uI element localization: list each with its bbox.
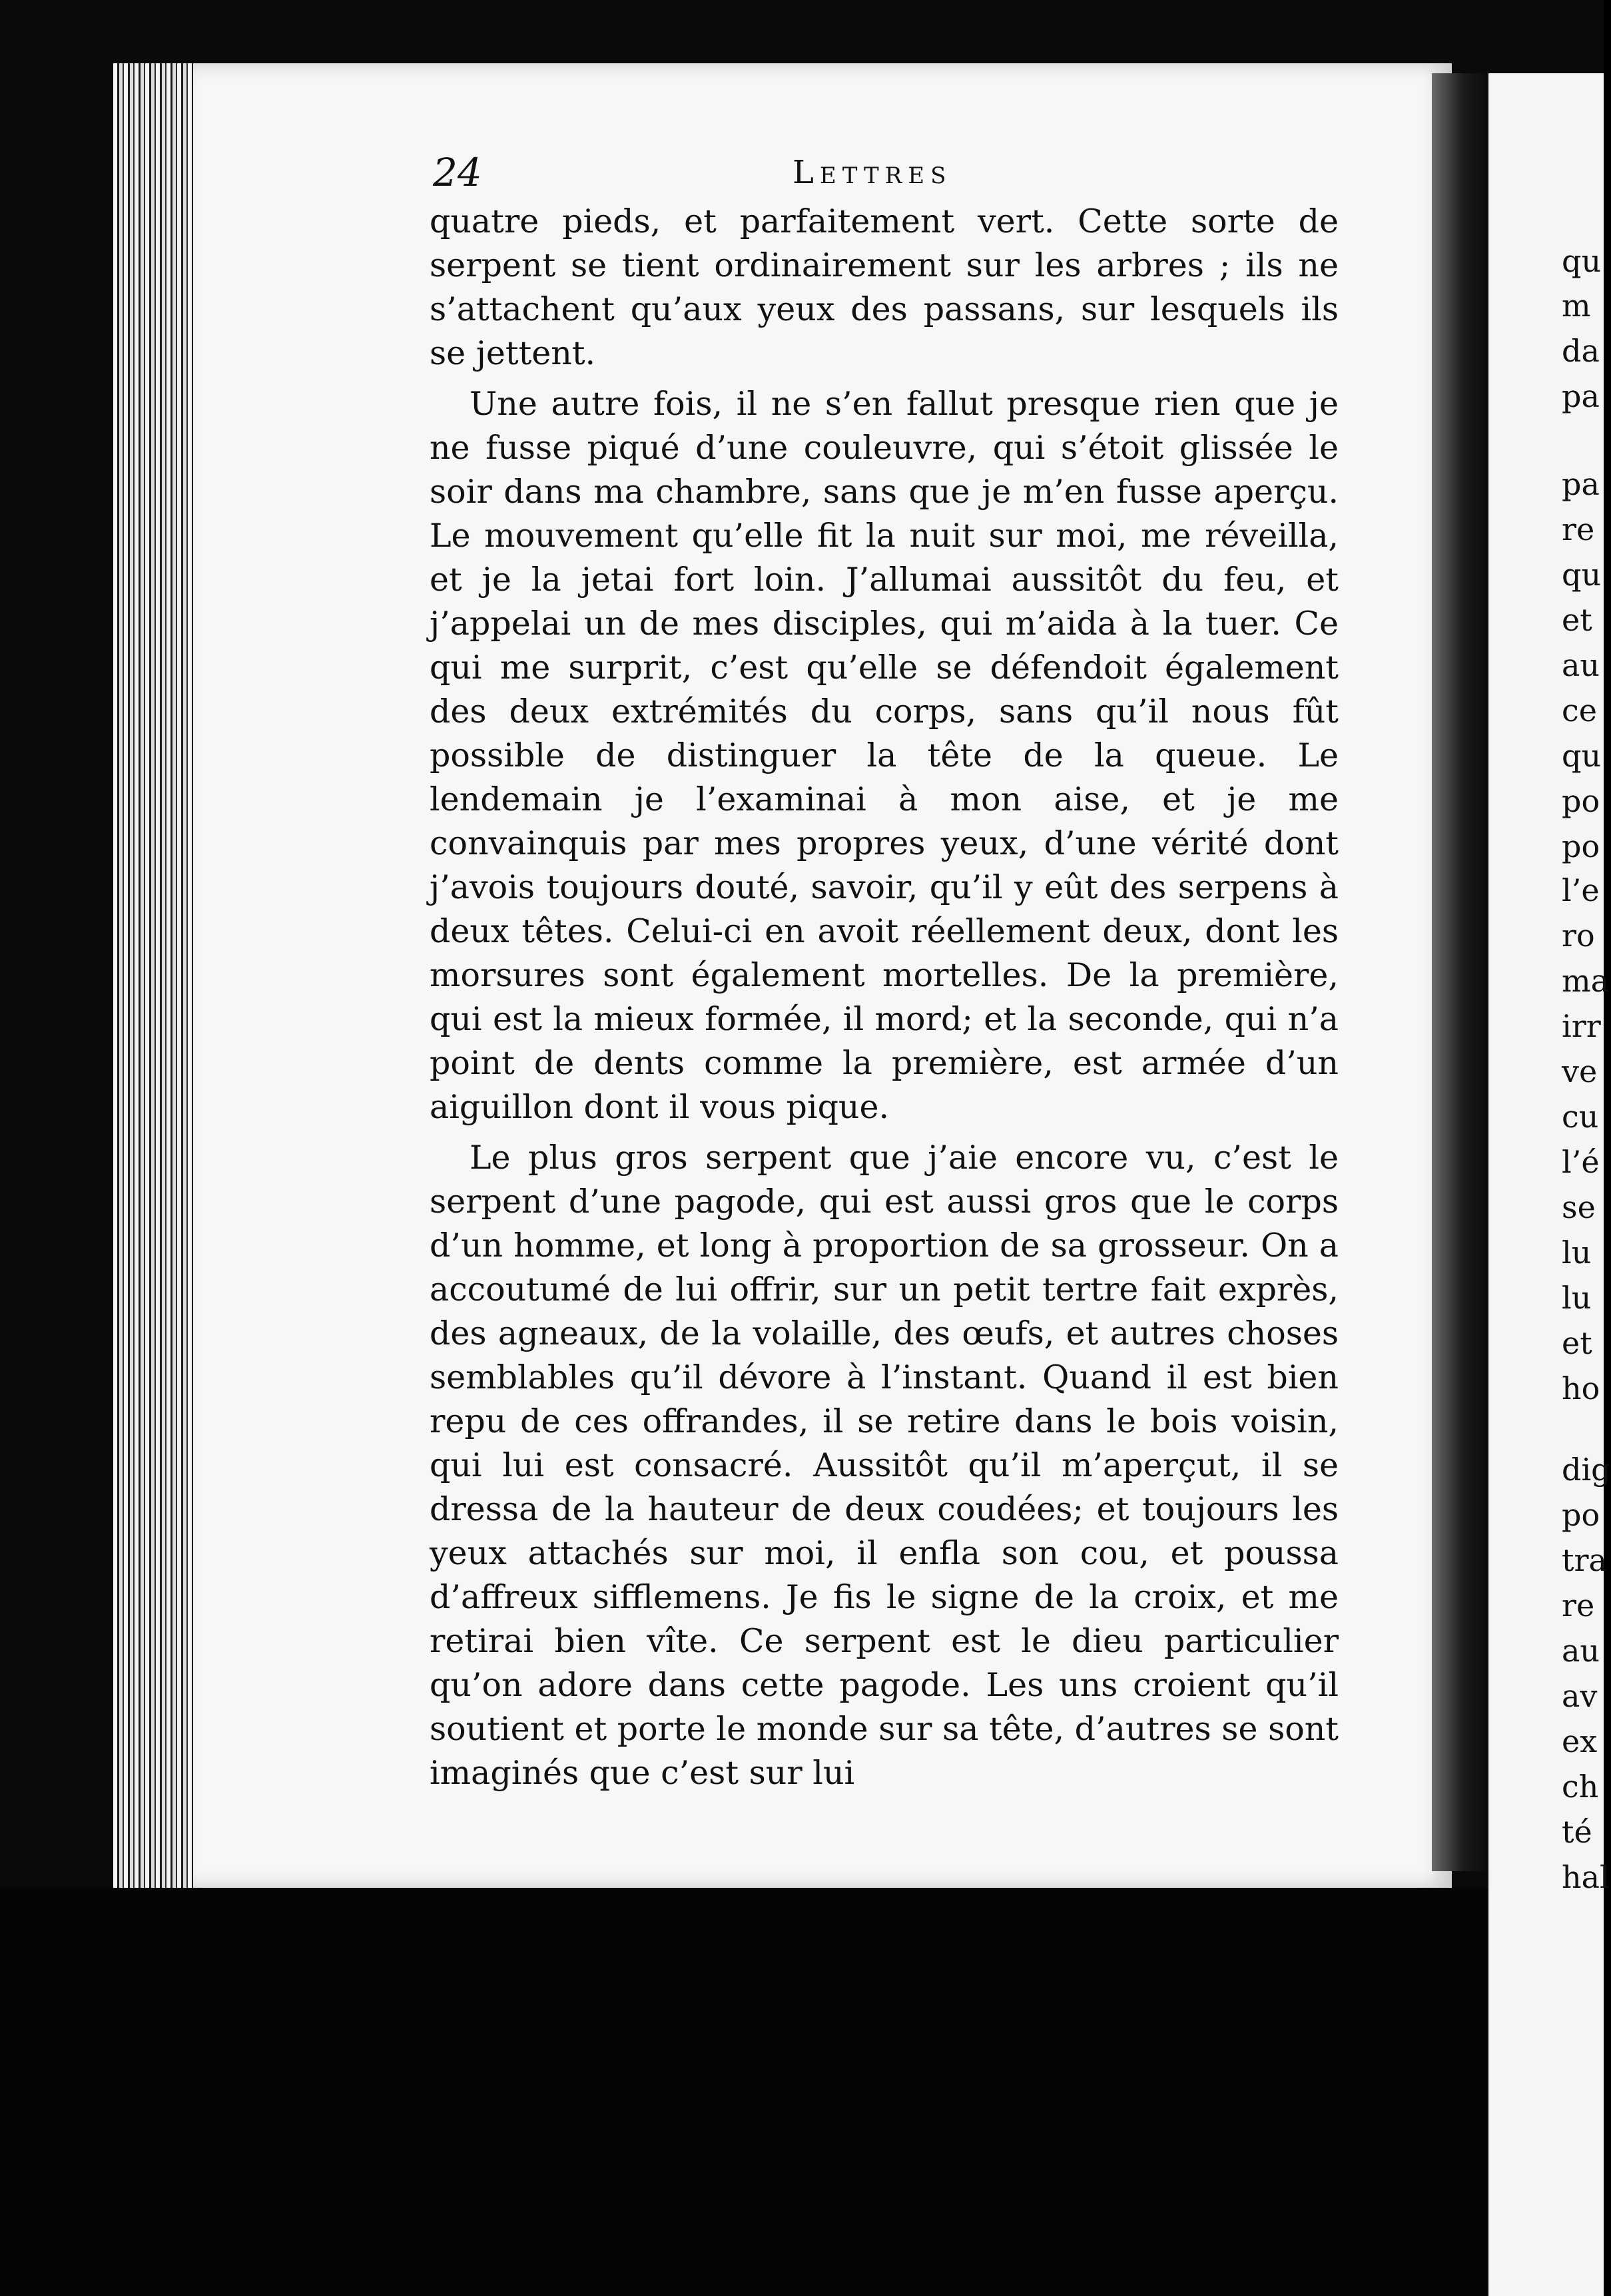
facing-page-fragment: ce (1562, 693, 1597, 728)
paragraph: Le plus gros serpent que j’aie encore vu, c’est le serpent d’une pagode, qui est aussi gros que le corps d’un homme, et long à proportion de sa grosseur. On a accoutumé de lui offrir, sur un petit tertre fait exprès, des agneaux, de la volaille, des œufs, et autres choses semblables qu’il dévore à l’instant. Quand il est bien repu de ces offrandes, il se retire dans le bois voisin, qui lui est consacré. Aussitôt qu’il m’aperçut, il se dressa de la hauteur de deux coudées; et toujours les yeux attachés sur moi, il enfla son cou, et poussa d’affreux sifflemens. Je fis le signe de la croix, et me retirai bien vîte. Ce serpent est le dieu particulier qu’on adore dans cette pagode. Les uns croient qu’il soutient et porte le monde sur sa tête, d’autres se sont imaginés que c’est sur lui (430, 1139, 1339, 1792)
facing-page-fragment: po (1562, 783, 1600, 819)
facing-page-fragment: re (1562, 511, 1595, 547)
page-gutter-shadow (1432, 73, 1488, 1871)
facing-page-fragment: cu (1562, 1099, 1599, 1135)
facing-page-fragment: se (1562, 1189, 1596, 1225)
running-head: Lettres (793, 154, 952, 191)
facing-page-text (1562, 0, 1611, 2296)
facing-page-fragment: ch (1562, 1769, 1599, 1805)
page-number: 24 (433, 150, 482, 195)
facing-page-fragment: ex (1562, 1723, 1598, 1759)
facing-page-fragment: av (1562, 1678, 1598, 1714)
facing-page-fragment: au (1562, 1633, 1600, 1669)
facing-page-fragment: dig (1562, 1452, 1611, 1488)
facing-page-fragment: lu (1562, 1280, 1592, 1316)
facing-page-fragment: au (1562, 647, 1600, 683)
facing-page-fragment: l’é (1562, 1144, 1600, 1180)
facing-page-fragment: lu (1562, 1235, 1592, 1271)
facing-page-fragment: irr (1562, 1008, 1601, 1044)
facing-page-fragment: qu (1562, 557, 1602, 593)
facing-page-fragment: da (1562, 333, 1600, 369)
scan-background (0, 1888, 1488, 2296)
facing-page-fragment: l’e (1562, 872, 1600, 908)
paragraph: quatre pieds, et parfaitement vert. Cette sorte de serpent se tient ordinairement sur les arbres ; ils ne s’attachent qu’aux yeux des passans, sur lesquels ils se jettent. (430, 202, 1339, 372)
facing-page-fragment: qu (1562, 243, 1602, 279)
facing-page-fragment: po (1562, 828, 1600, 864)
facing-page-fragment: té (1562, 1814, 1592, 1850)
facing-page-fragment: ro (1562, 918, 1595, 954)
body-text (430, 200, 1339, 1795)
facing-page-fragment: ve (1562, 1053, 1598, 1089)
facing-page-fragment: et (1562, 602, 1592, 638)
paragraph: Une autre fois, il ne s’en fallut presque rien que je ne fusse piqué d’une couleuvre, qui s’étoit glissée le soir dans ma chambre, sans que je m’en fusse aperçu. Le mouvement qu’elle fit la nuit sur moi, me réveilla, et je la jetai fort loin. J’allumai aussitôt du feu, et j’appelai un de mes disciples, qui m’aida à la tuer. Ce qui me surprit, c’est qu’elle se défendoit également des deux extrémités du corps, sans qu’il nous fût possible de distinguer la tête de la queue. Le lendemain je l’examinai à mon aise, et je me convainquis par mes propres yeux, d’une vérité dont j’avois toujours douté, savoir, qu’il y eût des serpens à deux têtes. Celui-ci en avoit réellement deux, dont les morsures sont également mortelles. De la première, qui est la mieux formée, il mord; et la seconde, qui n’a point de dents comme la première, est armée d’un aiguillon dont il vous pique. (430, 385, 1339, 1126)
facing-page-fragment: qu (1562, 738, 1602, 774)
facing-page-fragment: pa (1562, 466, 1600, 502)
facing-page-fragment: et (1562, 1325, 1592, 1361)
facing-page-fragment: ma (1562, 963, 1610, 999)
facing-page-fragment: pa (1562, 378, 1600, 414)
facing-page-fragment: hal (1562, 1859, 1610, 1895)
facing-page-fragment: po (1562, 1497, 1600, 1533)
book-binding-edge (113, 63, 200, 1888)
facing-page-fragment: m (1562, 288, 1591, 324)
facing-page-fragment: tra (1562, 1542, 1607, 1578)
page-header (433, 150, 1339, 203)
facing-page-fragment: re (1562, 1587, 1595, 1623)
facing-page-fragment: ho (1562, 1370, 1600, 1406)
